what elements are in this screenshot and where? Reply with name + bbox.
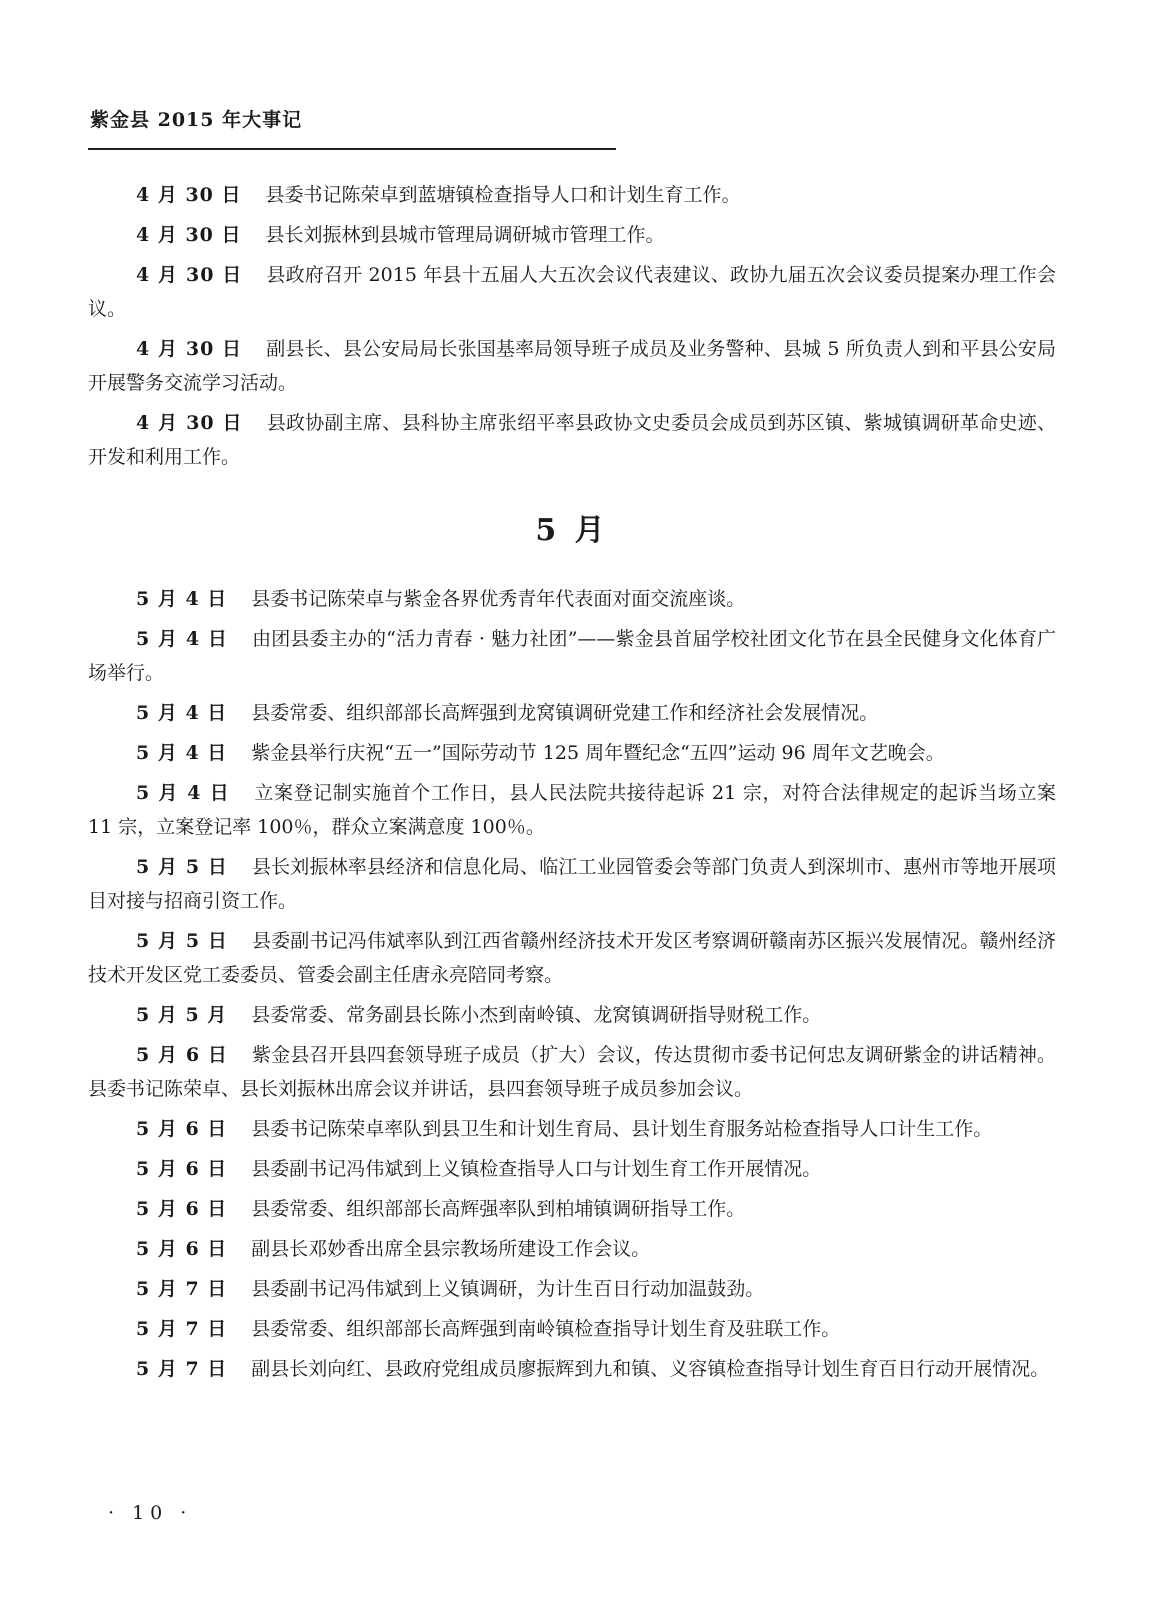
event-text: 副县长刘向红、县政府党组成员廖振辉到九和镇、义容镇检查指导计划生育百日行动开展情况。 <box>251 1358 1050 1380</box>
page-number: · 10 · <box>108 1502 193 1524</box>
event-entry <box>88 1312 1056 1346</box>
event-date: 5 月 6 日 <box>136 1158 228 1180</box>
event-date: 5 月 5 月 <box>136 1004 228 1026</box>
event-entry <box>88 998 1056 1032</box>
running-header: 紫金县 2015 年大事记 <box>90 109 303 131</box>
event-entry <box>88 736 1056 770</box>
event-entry <box>88 1352 1056 1386</box>
event-date: 5 月 5 日 <box>136 856 229 878</box>
event-text: 副县长、县公安局局长张国基率局领导班子成员及业务警种、县城 5 所负责人到和平县公安局开展警务交流学习活动。 <box>88 338 1056 394</box>
event-text: 县委常委、组织部部长高辉强到龙窝镇调研党建工作和经济社会发展情况。 <box>251 702 879 724</box>
event-text: 县政协副主席、县科协主席张绍平率县政协文史委员会成员到苏区镇、紫城镇调研革命史迹、开发和利用工作。 <box>88 412 1056 468</box>
event-date: 4 月 30 日 <box>136 184 242 206</box>
event-entry <box>88 696 1056 730</box>
event-date: 4 月 30 日 <box>136 264 243 286</box>
event-entry <box>88 332 1056 400</box>
event-date: 4 月 30 日 <box>136 224 242 246</box>
event-date: 5 月 7 日 <box>136 1358 228 1380</box>
event-text: 由团县委主办的“活力青春 · 魅力社团”——紫金县首届学校社团文化节在县全民健身文化体育广场举行。 <box>88 628 1056 684</box>
event-text: 县政府召开 2015 年县十五届人大五次会议代表建议、政协九届五次会议委员提案办理工作会议。 <box>88 264 1056 320</box>
event-text: 县委常委、组织部部长高辉强率队到柏埔镇调研指导工作。 <box>251 1198 746 1220</box>
event-entry <box>88 406 1056 474</box>
event-text: 县长刘振林率县经济和信息化局、临江工业园管委会等部门负责人到深圳市、惠州市等地开展项目对接与招商引资工作。 <box>88 856 1056 912</box>
event-date: 5 月 6 日 <box>136 1238 228 1260</box>
event-text: 县委书记陈荣卓率队到县卫生和计划生育局、县计划生育服务站检查指导人口计生工作。 <box>251 1118 993 1140</box>
event-date: 5 月 4 日 <box>136 702 228 724</box>
event-entry <box>88 582 1056 616</box>
event-date: 5 月 4 日 <box>136 782 231 804</box>
section-title-may: 5 月 <box>535 513 609 548</box>
header-rule <box>88 148 616 150</box>
event-date: 5 月 6 日 <box>136 1044 229 1066</box>
event-entry <box>88 776 1056 844</box>
event-text: 县委副书记冯伟斌到上义镇检查指导人口与计划生育工作开展情况。 <box>251 1158 822 1180</box>
event-entry <box>88 258 1056 326</box>
event-date: 4 月 30 日 <box>136 338 243 360</box>
event-date: 5 月 4 日 <box>136 588 228 610</box>
event-date: 5 月 7 日 <box>136 1278 228 1300</box>
event-entry <box>88 622 1056 690</box>
event-text: 县委常委、组织部部长高辉强到南岭镇检查指导计划生育及驻联工作。 <box>251 1318 841 1340</box>
event-text: 副县长邓妙香出席全县宗教场所建设工作会议。 <box>251 1238 651 1260</box>
event-date: 5 月 6 日 <box>136 1118 228 1140</box>
event-entry <box>88 1038 1056 1106</box>
event-date: 5 月 4 日 <box>136 628 229 650</box>
event-text: 县委副书记冯伟斌到上义镇调研，为计生百日行动加温鼓劲。 <box>251 1278 765 1300</box>
event-date: 5 月 4 日 <box>136 742 228 764</box>
event-text: 县委副书记冯伟斌率队到江西省赣州经济技术开发区考察调研赣南苏区振兴发展情况。赣州经济技术开发区党工委委员、管委会副主任唐永亮陪同考察。 <box>88 930 1056 986</box>
event-date: 4 月 30 日 <box>136 412 243 434</box>
event-entry <box>88 178 1056 212</box>
event-date: 5 月 6 日 <box>136 1198 228 1220</box>
page-body <box>88 178 1056 1392</box>
event-entry <box>88 1272 1056 1306</box>
event-text: 立案登记制实施首个工作日，县人民法院共接待起诉 21 宗，对符合法律规定的起诉当场立案 11 宗，立案登记率 100％，群众立案满意度 100％。 <box>88 782 1056 838</box>
event-text: 县委书记陈荣卓与紫金各界优秀青年代表面对面交流座谈。 <box>251 588 746 610</box>
event-entry <box>88 1112 1056 1146</box>
event-entry <box>88 924 1056 992</box>
may-entries <box>88 582 1056 1386</box>
april-entries <box>88 178 1056 474</box>
event-entry <box>88 218 1056 252</box>
event-date: 5 月 7 日 <box>136 1318 228 1340</box>
event-text: 紫金县召开县四套领导班子成员（扩大）会议，传达贯彻市委书记何忠友调研紫金的讲话精神。县委书记陈荣卓、县长刘振林出席会议并讲话，县四套领导班子成员参加会议。 <box>88 1044 1056 1100</box>
event-text: 县委书记陈荣卓到蓝塘镇检查指导人口和计划生育工作。 <box>265 184 741 206</box>
event-entry <box>88 1232 1056 1266</box>
event-text: 县长刘振林到县城市管理局调研城市管理工作。 <box>265 224 665 246</box>
event-date: 5 月 5 日 <box>136 930 229 952</box>
event-text: 紫金县举行庆祝“五一”国际劳动节 125 周年暨纪念“五四”运动 96 周年文艺晚会。 <box>251 742 945 764</box>
event-entry <box>88 1152 1056 1186</box>
event-entry <box>88 1192 1056 1226</box>
event-text: 县委常委、常务副县长陈小杰到南岭镇、龙窝镇调研指导财税工作。 <box>251 1004 822 1026</box>
event-entry <box>88 850 1056 918</box>
